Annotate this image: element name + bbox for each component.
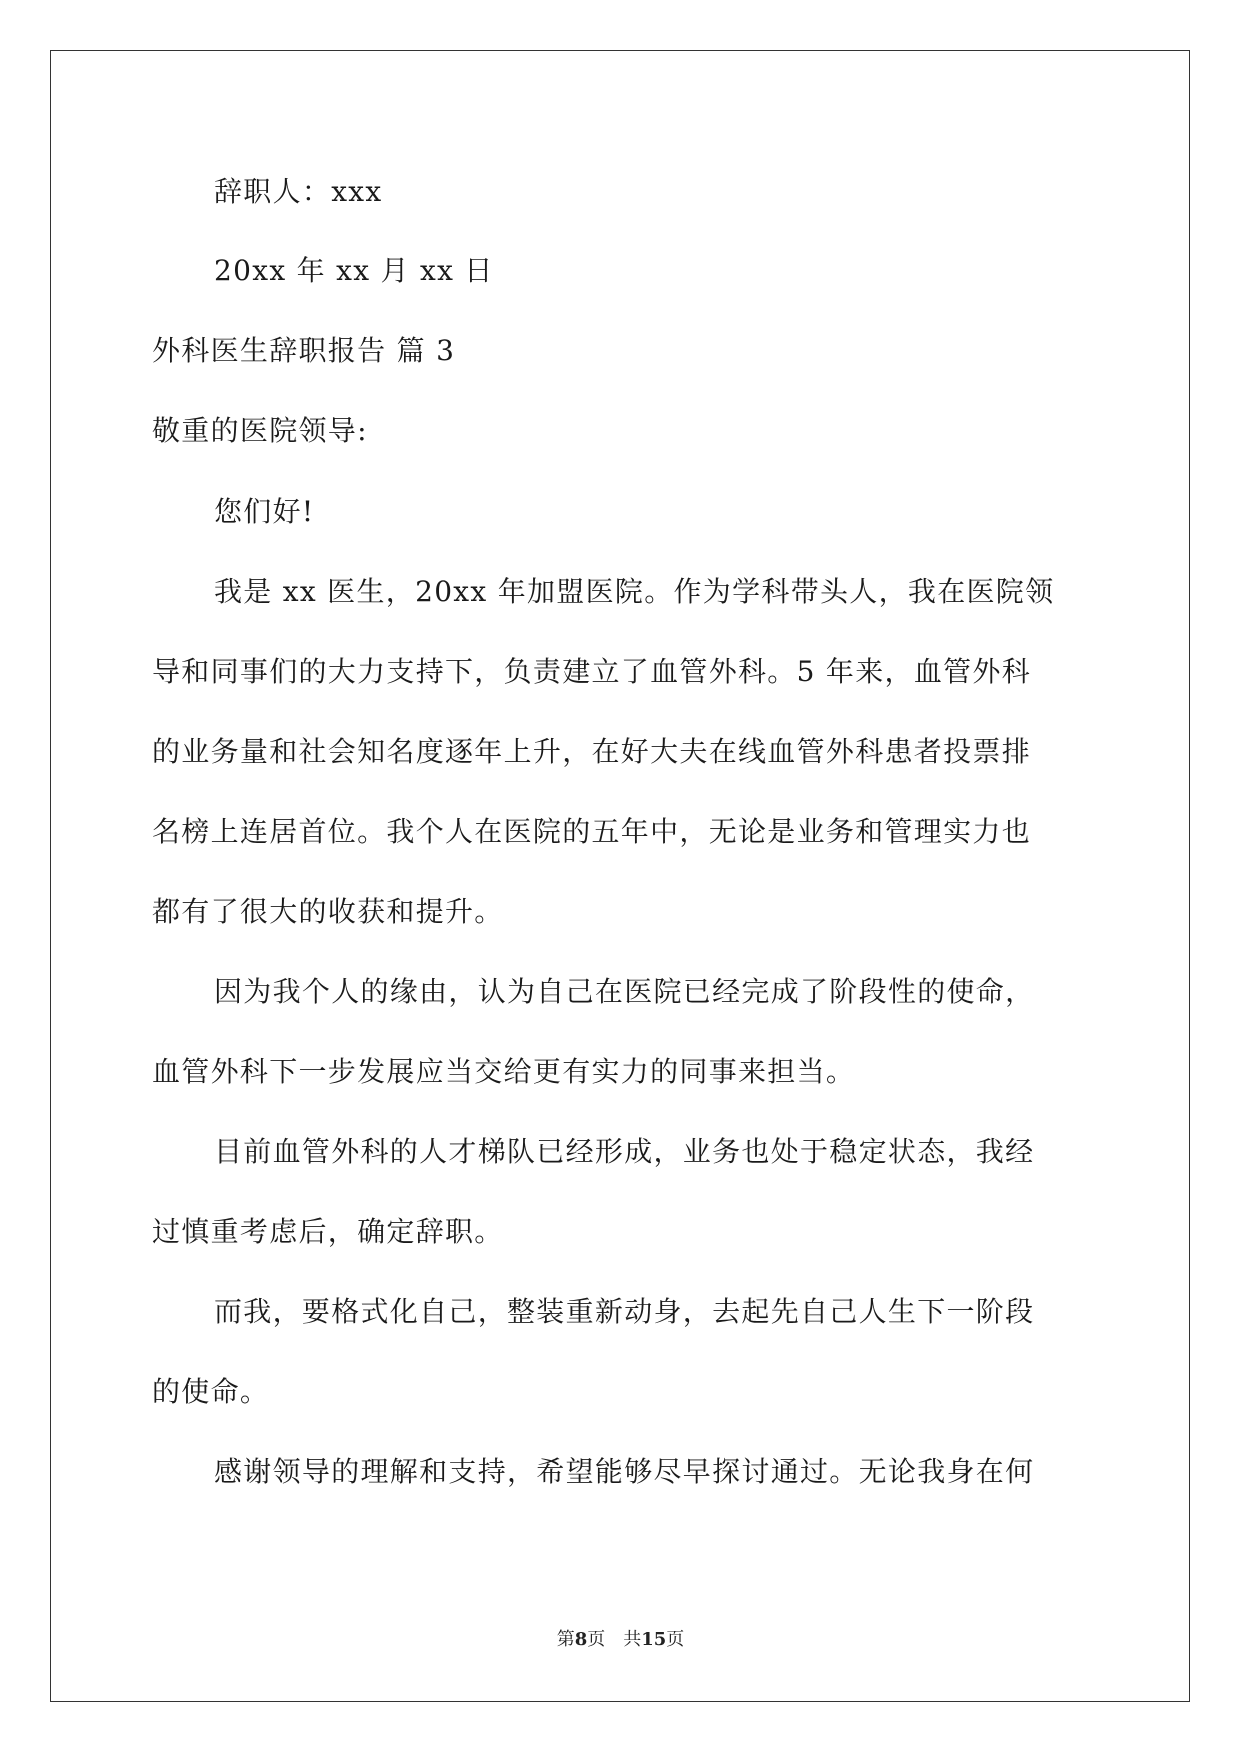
section-title: 外科医生辞职报告 篇 3 xyxy=(152,334,456,367)
page-total: 15 xyxy=(641,1629,667,1650)
paragraph-line: 名榜上连居首位。我个人在医院的五年中，无论是业务和管理实力也 xyxy=(152,815,1032,848)
paragraph-line: 导和同事们的大力支持下，负责建立了血管外科。5 年来，血管外科 xyxy=(152,655,1032,688)
page-prefix: 第 xyxy=(556,1629,575,1650)
paragraph-line: 都有了很大的收获和提升。 xyxy=(152,895,504,928)
paragraph-line: 过慎重考虑后，确定辞职。 xyxy=(152,1215,504,1248)
paragraph-line: 目前血管外科的人才梯队已经形成，业务也处于稳定状态，我经 xyxy=(214,1135,1035,1168)
paragraph-line: 的使命。 xyxy=(152,1375,270,1408)
paragraph-line: 我是 xx 医生，20xx 年加盟医院。作为学科带头人，我在医院领 xyxy=(214,575,1055,608)
paragraph-line: 感谢领导的理解和支持，希望能够尽早探讨通过。无论我身在何 xyxy=(214,1455,1035,1488)
paragraph-line: 因为我个人的缘由，认为自己在医院已经完成了阶段性的使命， xyxy=(214,975,1035,1008)
page-footer xyxy=(0,1628,1241,1652)
date-line: 20xx 年 xx 月 xx 日 xyxy=(214,254,494,287)
resigner-line: 辞职人：xxx xyxy=(214,175,383,208)
page-mid: 页 共 xyxy=(587,1629,642,1650)
page-suffix: 页 xyxy=(666,1629,685,1650)
page-current: 8 xyxy=(574,1629,588,1650)
salutation: 敬重的医院领导: xyxy=(152,414,368,447)
paragraph-line: 的业务量和社会知名度逐年上升，在好大夫在线血管外科患者投票排 xyxy=(152,735,1032,768)
paragraph-line: 而我，要格式化自己，整装重新动身，去起先自己人生下一阶段 xyxy=(214,1295,1035,1328)
greeting: 您们好! xyxy=(214,495,315,528)
paragraph-line: 血管外科下一步发展应当交给更有实力的同事来担当。 xyxy=(152,1055,856,1088)
